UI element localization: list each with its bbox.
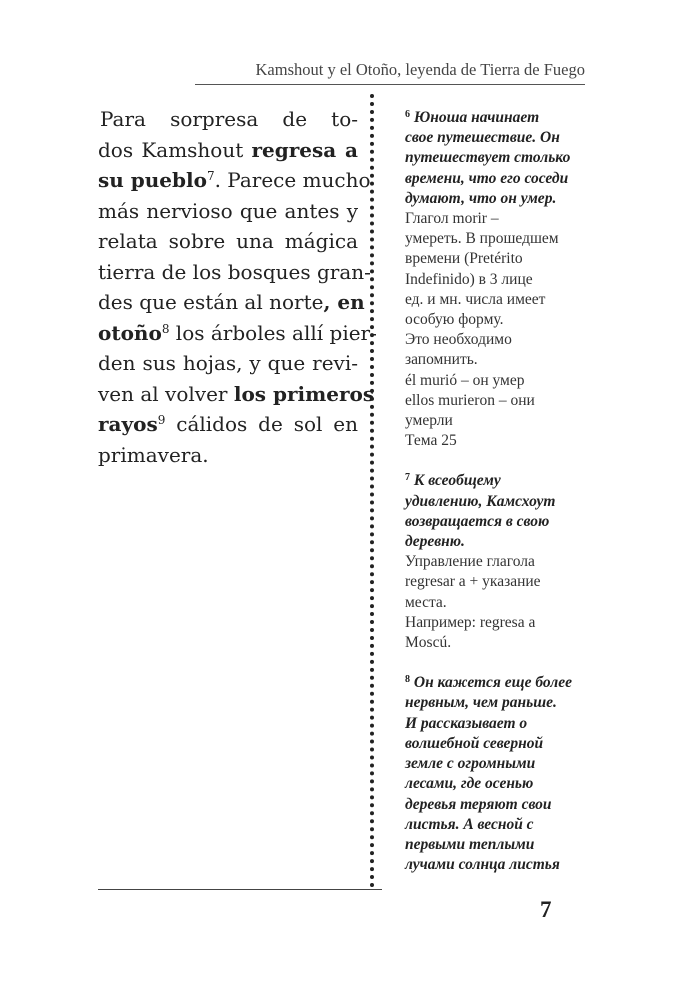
footnote-translation-line	[405, 471, 590, 491]
footnote-translation-line	[405, 673, 590, 693]
text-run: ven al volver	[98, 381, 234, 406]
footnote-text: путешествует столько	[405, 149, 571, 167]
bold-phrase: , en	[323, 290, 365, 314]
footnote-comment-line: Это необходимо	[405, 331, 512, 349]
footnote-translation-line	[405, 693, 590, 713]
footnote-translation-line	[405, 108, 590, 128]
text-line	[98, 135, 358, 166]
text-line	[98, 379, 375, 410]
footnote-comment-line: regresar a + указание	[405, 573, 541, 591]
text-line	[98, 440, 358, 471]
text-run: des que están al norte	[98, 290, 324, 314]
footnote-translation-line	[405, 492, 590, 512]
footnote-number: 7	[405, 472, 410, 484]
footnote-text: удивлению, Камсхоут	[405, 492, 556, 510]
footnote-comment-line: умереть. В прошедшем	[405, 230, 559, 248]
text-run: los árboles allí pier-	[169, 320, 377, 345]
footnote-translation-line	[405, 512, 590, 532]
footnote	[405, 471, 590, 653]
footnote-text: времени, что его соседи	[405, 169, 569, 187]
footnote-text: Юноша начинает	[413, 109, 540, 126]
footnote-number: 8	[405, 674, 410, 686]
page-number: 7	[540, 897, 552, 922]
footnote-comment-line: Управление глагола	[405, 553, 535, 571]
bold-phrase: su pueblo	[98, 168, 207, 192]
footnote-text: волшебной северной	[405, 734, 544, 752]
footnote-comment-line: времени (Pretérito	[405, 250, 523, 268]
footnote-text: деревья теряют свои	[405, 795, 552, 813]
footnote-ref: 7	[206, 169, 215, 183]
footnote-comment-line: места.	[405, 593, 447, 611]
footnotes-column	[405, 108, 590, 895]
footnote-text: первыми теплыми	[405, 835, 535, 853]
header-rule	[195, 84, 585, 85]
footnote-comment-line: Тема 25	[405, 432, 457, 450]
text-line	[98, 348, 358, 379]
text-line	[98, 196, 358, 227]
text-line	[98, 257, 371, 288]
text-run: dos Kamshout	[98, 137, 252, 162]
footer-rule	[98, 889, 382, 890]
footnote	[405, 108, 590, 451]
footnote-ref: 8	[161, 321, 170, 336]
footnote-ref: 9	[157, 413, 166, 427]
text-line	[98, 104, 358, 135]
footnote	[405, 673, 590, 875]
footnote-text: Он кажется еще более	[413, 674, 572, 692]
footnote-translation-line	[405, 774, 590, 794]
footnote-translation-line	[405, 714, 590, 734]
footnote-translation-line	[405, 754, 590, 774]
footnote-translation-line	[405, 128, 590, 148]
footnote-comment-line: él murió – он умер	[405, 371, 525, 389]
footnote-translation-line	[405, 855, 590, 875]
text-line	[98, 318, 377, 349]
footnote-comment-line: особую форму.	[405, 311, 504, 329]
bold-phrase: los primeros	[233, 381, 375, 406]
text-run: Para sorpresa de to-	[100, 107, 358, 131]
footnote-comment-line: Indefinido) в 3 лице	[405, 270, 533, 288]
running-header: Kamshout y el Otoño, leyenda de Tierra de Fuego	[255, 60, 585, 79]
footnote-text: деревню.	[405, 533, 465, 551]
footnote-translation-line	[405, 835, 590, 855]
bold-phrase: regresa a	[251, 137, 358, 162]
text-line	[98, 409, 358, 440]
footnote-text: земле с огромными	[405, 755, 536, 773]
text-run: den sus hojas, y que revi-	[98, 351, 358, 375]
footnote-translation-line	[405, 815, 590, 835]
bold-phrase: rayos	[98, 412, 158, 436]
footnote-comment-line: запомнить.	[405, 351, 478, 369]
dotted-divider	[370, 94, 374, 888]
footnote-translation-line	[405, 532, 590, 552]
footnote-text: лучами солнца листья	[405, 856, 560, 874]
footnote-number: 6	[405, 109, 410, 120]
text-run: relata sobre una mágica	[98, 229, 358, 253]
text-run: más nervioso que antes y	[98, 198, 358, 223]
footnote-text: возвращается в свою	[405, 512, 550, 530]
footnote-translation-line	[405, 189, 590, 209]
text-line	[98, 165, 371, 196]
footnote-text: листья. А весной с	[405, 815, 534, 833]
footnote-comment-line: умерли	[405, 412, 453, 430]
text-line	[98, 287, 365, 318]
footnote-text: свое путешествие. Он	[405, 129, 560, 147]
footnote-text: лесами, где осенью	[405, 775, 534, 793]
footnote-text: нервным, чем раньше.	[405, 694, 557, 712]
footnote-text: К всеобщему	[413, 472, 501, 490]
footnote-translation-line	[405, 148, 590, 168]
text-run: tierra de los bosques gran-	[98, 259, 371, 284]
text-run: primavera.	[98, 442, 209, 467]
main-text	[98, 104, 377, 470]
footnote-translation-line	[405, 734, 590, 754]
footnote-translation-line	[405, 169, 590, 189]
footnote-translation-line	[405, 795, 590, 815]
text-line	[98, 226, 358, 257]
footnote-comment-line: Например: regresa a	[405, 613, 536, 631]
text-run: . Parece mucho	[214, 168, 371, 192]
footnote-comment-line: ellos murieron – они	[405, 391, 535, 409]
footnote-text: И рассказывает о	[405, 714, 528, 732]
bold-phrase: otoño	[98, 320, 162, 345]
text-run: cálidos de sol en	[165, 412, 358, 436]
footnote-text: думают, что он умер.	[405, 189, 557, 207]
footnote-comment-line: Moscú.	[405, 634, 452, 652]
footnote-comment-line: Глагол morir –	[405, 210, 499, 228]
footnote-comment-line: ед. и мн. числа имеет	[405, 290, 546, 308]
